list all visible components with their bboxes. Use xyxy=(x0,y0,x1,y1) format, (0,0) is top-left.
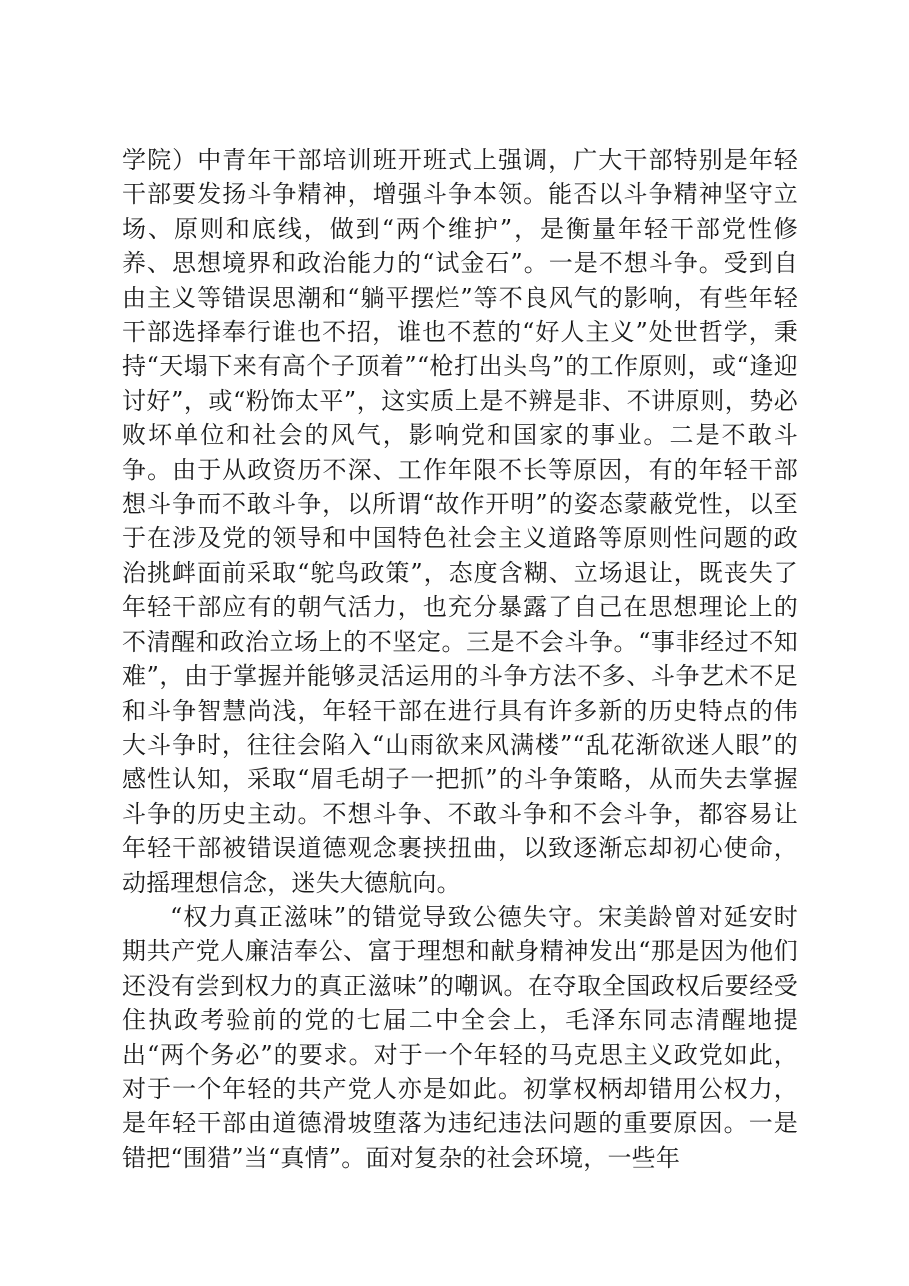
document-body xyxy=(122,143,798,1175)
paragraph-struggle-spirit: 学院）中青年干部培训班开班式上强调，广大干部特别是年轻干部要发扬斗争精神，增强斗争本领。能否以斗争精神坚守立场、原则和底线，做到“两个维护”，是衡量年轻干部党性修养、思想境界和政治能力的“试金石”。一是不想斗争。受到自由主义等错误思潮和“躺平摆烂”等不良风气的影响，有些年轻干部选择奉行谁也不招，谁也不惹的“好人主义”处世哲学，秉持“天塌下来有高个子顶着”“枪打出头鸟”的工作原则，或“逢迎讨好”，或“粉饰太平”，这实质上是不辨是非、不讲原则，势必败坏单位和社会的风气，影响党和国家的事业。二是不敢斗争。由于从政资历不深、工作年限不长等原因，有的年轻干部想斗争而不敢斗争，以所谓“故作开明”的姿态蒙蔽党性，以至于在涉及党的领导和中国特色社会主义道路等原则性问题的政治挑衅面前采取“鸵鸟政策”，态度含糊、立场退让，既丧失了年轻干部应有的朝气活力，也充分暴露了自己在思想理论上的不清醒和政治立场上的不坚定。三是不会斗争。“事非经过不知难”，由于掌握并能够灵活运用的斗争方法不多、斗争艺术不足和斗争智慧尚浅，年轻干部在进行具有许多新的历史特点的伟大斗争时，往往会陷入“山雨欲来风满楼”“乱花渐欲迷人眼”的感性认知，采取“眉毛胡子一把抓”的斗争策略，从而失去掌握斗争的历史主动。不想斗争、不敢斗争和不会斗争，都容易让年轻干部被错误道德观念裹挟扭曲，以致逐渐忘却初心使命，动摇理想信念，迷失大德航向。 xyxy=(122,146,798,897)
paragraph-power-illusion: “权力真正滋味”的错觉导致公德失守。宋美龄曾对延安时期共产党人廉洁奉公、富于理想和献身精神发出“那是因为他们还没有尝到权力的真正滋味”的嘲讽。在夺取全国政权后要经受住执政考验前的党的七届二中全会上，毛泽东同志清醒地提出“两个务必”的要求。对于一个年轻的马克思主义政党如此，对于一个年轻的共产党人亦是如此。初掌权柄却错用公权力，是年轻干部由道德滑坡堕落为违纪违法问题的重要原因。一是错把“围猎”当“真情”。面对复杂的社会环境，一些年 xyxy=(122,902,798,1172)
